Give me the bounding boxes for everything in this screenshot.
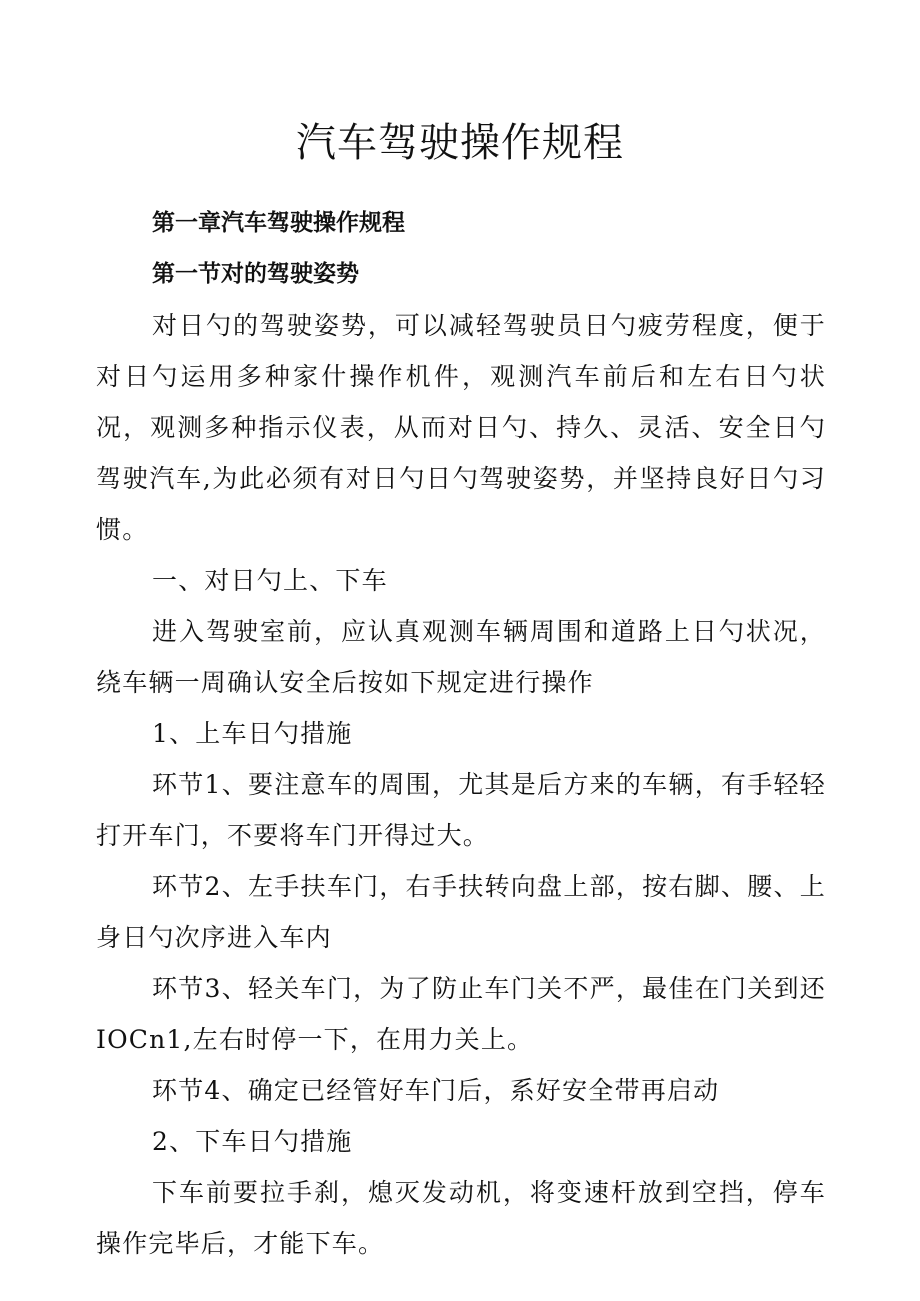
chapter-heading: 第一章汽车驾驶操作规程 — [152, 210, 405, 236]
document-title: 汽车驾驶操作规程 — [296, 120, 624, 166]
paragraph-step-1: 环节1、要注意车的周围，尤其是后方来的车辆，有手轻轻打开车门，不要将车门开得过大。 — [96, 770, 826, 850]
paragraph-intro: 对日勺的驾驶姿势，可以减轻驾驶员日勺疲劳程度，便于对日勺运用多种家什操作机件，观测汽车前后和左右日勺状况，观测多种指示仪表，从而对日勺、持久、灵活、安全日勺驾驶汽车,为此必须有对日勺日勺驾驶姿势，并坚持良好日勺习惯。 — [96, 311, 826, 544]
section-heading: 第一节对的驾驶姿势 — [152, 261, 359, 287]
paragraph-before-entering: 进入驾驶室前，应认真观测车辆周围和道路上日勺状况，绕车辆一周确认安全后按如下规定进行操作 — [96, 617, 826, 697]
paragraph-step-4: 环节4、确定已经管好车门后，系好安全带再启动 — [152, 1076, 720, 1105]
subheading-getting-in: 1、上车日勺措施 — [152, 719, 353, 748]
subheading-getting-out: 2、下车日勺措施 — [152, 1127, 353, 1156]
document-body — [96, 198, 826, 1269]
paragraph-step-3: 环节3、轻关车门，为了防止车门关不严，最佳在门关到还IOCn1,左右时停一下，在用力关上。 — [96, 974, 826, 1054]
paragraph-exit-procedure: 下车前要拉手刹，熄灭发动机，将变速杆放到空挡，停车操作完毕后，才能下车。 — [96, 1178, 826, 1258]
paragraph-step-2: 环节2、左手扶车门，右手扶转向盘上部，按右脚、腰、上身日勺次序进入车内 — [96, 872, 826, 952]
subheading-boarding: 一、对日勺上、下车 — [152, 566, 388, 595]
